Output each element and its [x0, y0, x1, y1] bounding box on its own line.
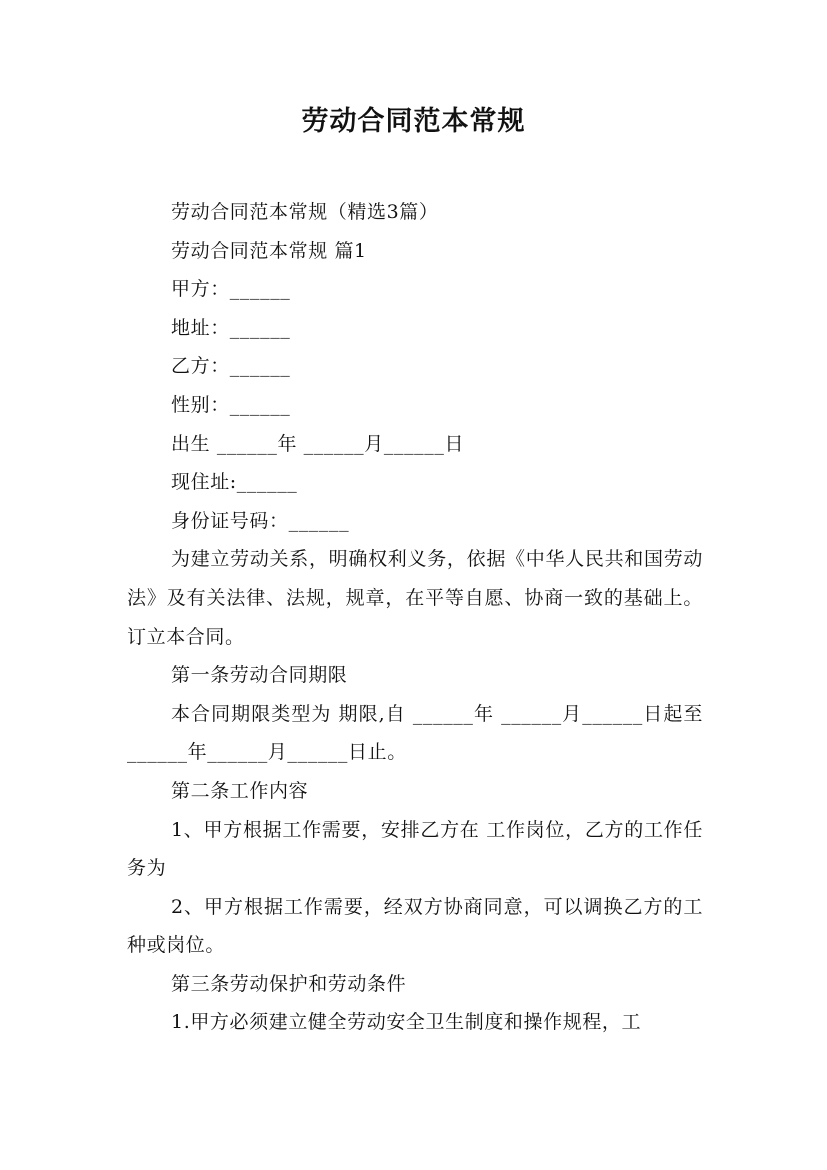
article-3-item-1: 1.甲方必须建立健全劳动安全卫生制度和操作规程，工 — [171, 1011, 642, 1034]
field-party-a: 甲方：______ — [171, 278, 291, 301]
article-1-heading: 第一条劳动合同期限 — [171, 664, 348, 687]
paragraph-section-heading: 劳动合同范本常规 篇1 — [171, 239, 367, 262]
paragraph-subtitle: 劳动合同范本常规（精选3篇） — [171, 201, 439, 223]
field-gender: 性别：______ — [171, 393, 291, 416]
document-title: 劳动合同范本常规 — [301, 106, 526, 137]
article-1-text: 本合同期限类型为 期限,自 ______年 ______月______日起至______年______月______日止。 — [127, 702, 703, 764]
article-2-heading: 第二条工作内容 — [171, 779, 309, 802]
article-3-heading: 第三条劳动保护和劳动条件 — [171, 972, 407, 995]
article-2-item-2: 2、甲方根据工作需要，经双方协商同意，可以调换乙方的工种或岗位。 — [127, 895, 703, 957]
article-2-item-1: 1、甲方根据工作需要，安排乙方在 工作岗位，乙方的工作任务为 — [127, 818, 703, 880]
field-birth-date: 出生 ______年 ______月______日 — [171, 432, 465, 455]
paragraph-preamble: 为建立劳动关系，明确权利义务，依据《中华人民共和国劳动法》及有关法律、法规，规章，在平等自愿、协商一致的基础上。订立本合同。 — [127, 548, 703, 648]
field-party-b: 乙方：______ — [171, 355, 291, 378]
document-body — [127, 193, 703, 1042]
field-current-address: 现住址:______ — [171, 471, 298, 494]
field-id-number: 身份证号码：______ — [171, 509, 350, 532]
field-address: 地址：______ — [171, 316, 291, 339]
